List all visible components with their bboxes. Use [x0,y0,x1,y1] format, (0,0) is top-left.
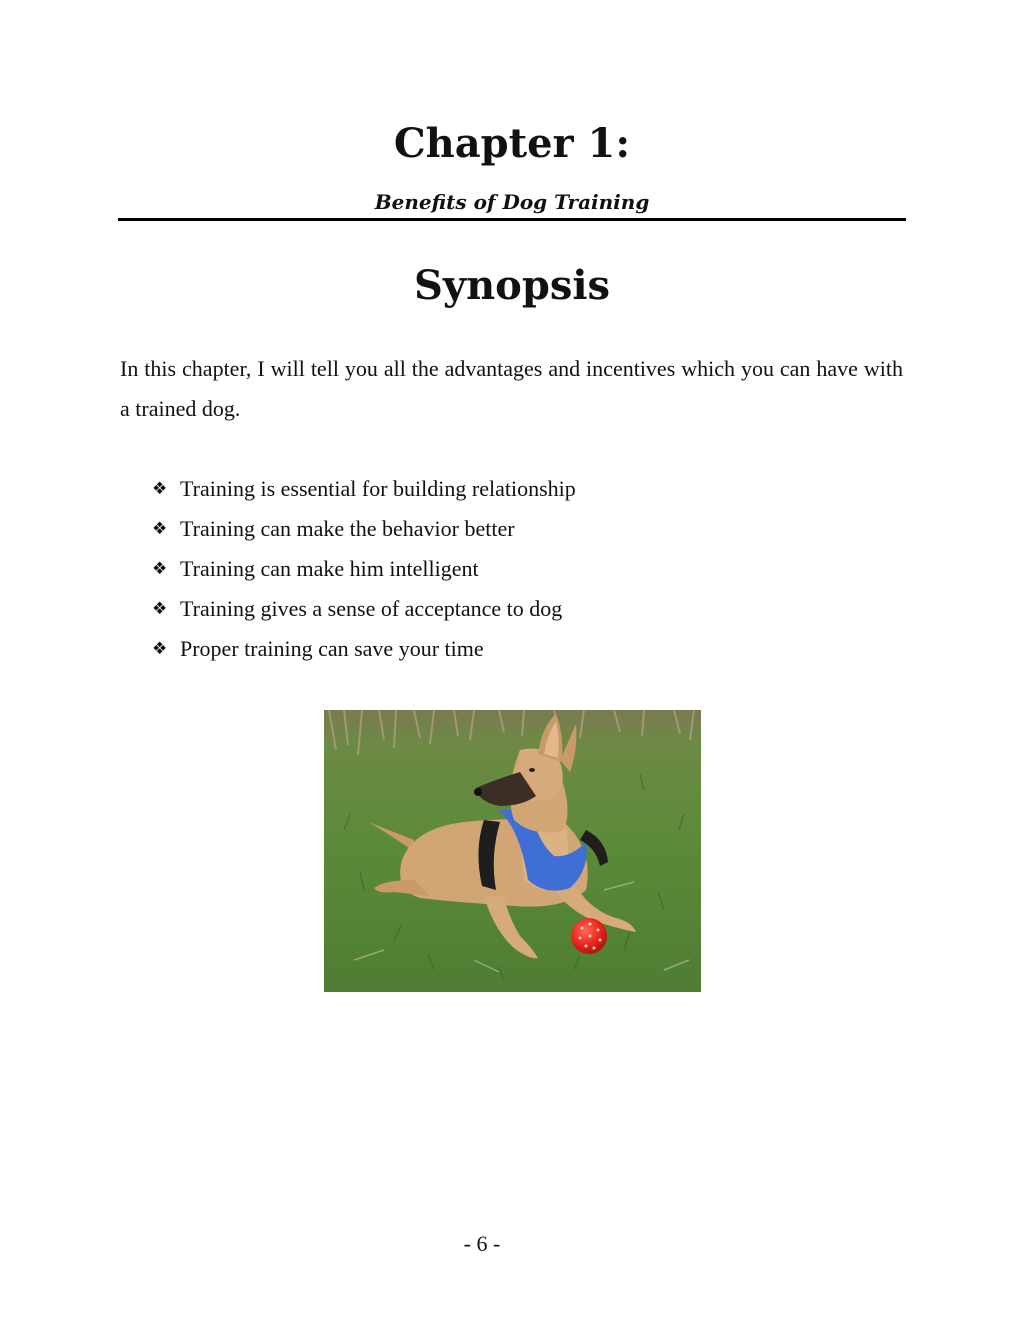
chapter-subtitle: Benefits of Dog Training [374,190,650,214]
list-item [152,509,576,549]
chapter-title: Chapter 1: [393,120,631,167]
four-diamond-bullet-icon: ❖ [152,559,168,578]
page-number: - 6 - [463,1231,501,1256]
list-item-text: Training can make him intelligent [180,556,479,581]
list-item [152,469,576,509]
four-diamond-bullet-icon: ❖ [152,519,168,538]
dog-photo-illustration [324,710,701,992]
intro-paragraph: In this chapter, I will tell you all the advantages and incentives which you can have with a trained dog. [120,356,903,421]
dog-photo [324,710,701,992]
list-item-text: Training is essential for building relationship [180,476,576,501]
title-divider [118,218,906,221]
four-diamond-bullet-icon: ❖ [152,639,168,658]
section-heading: Synopsis [413,262,611,309]
benefits-list [152,469,576,669]
list-item-text: Proper training can save your time [180,636,484,661]
four-diamond-bullet-icon: ❖ [152,599,168,618]
list-item [152,589,576,629]
four-diamond-bullet-icon: ❖ [152,479,168,498]
list-item-text: Training can make the behavior better [180,516,515,541]
list-item [152,549,576,589]
list-item-text: Training gives a sense of acceptance to dog [180,596,563,621]
list-item [152,629,576,669]
